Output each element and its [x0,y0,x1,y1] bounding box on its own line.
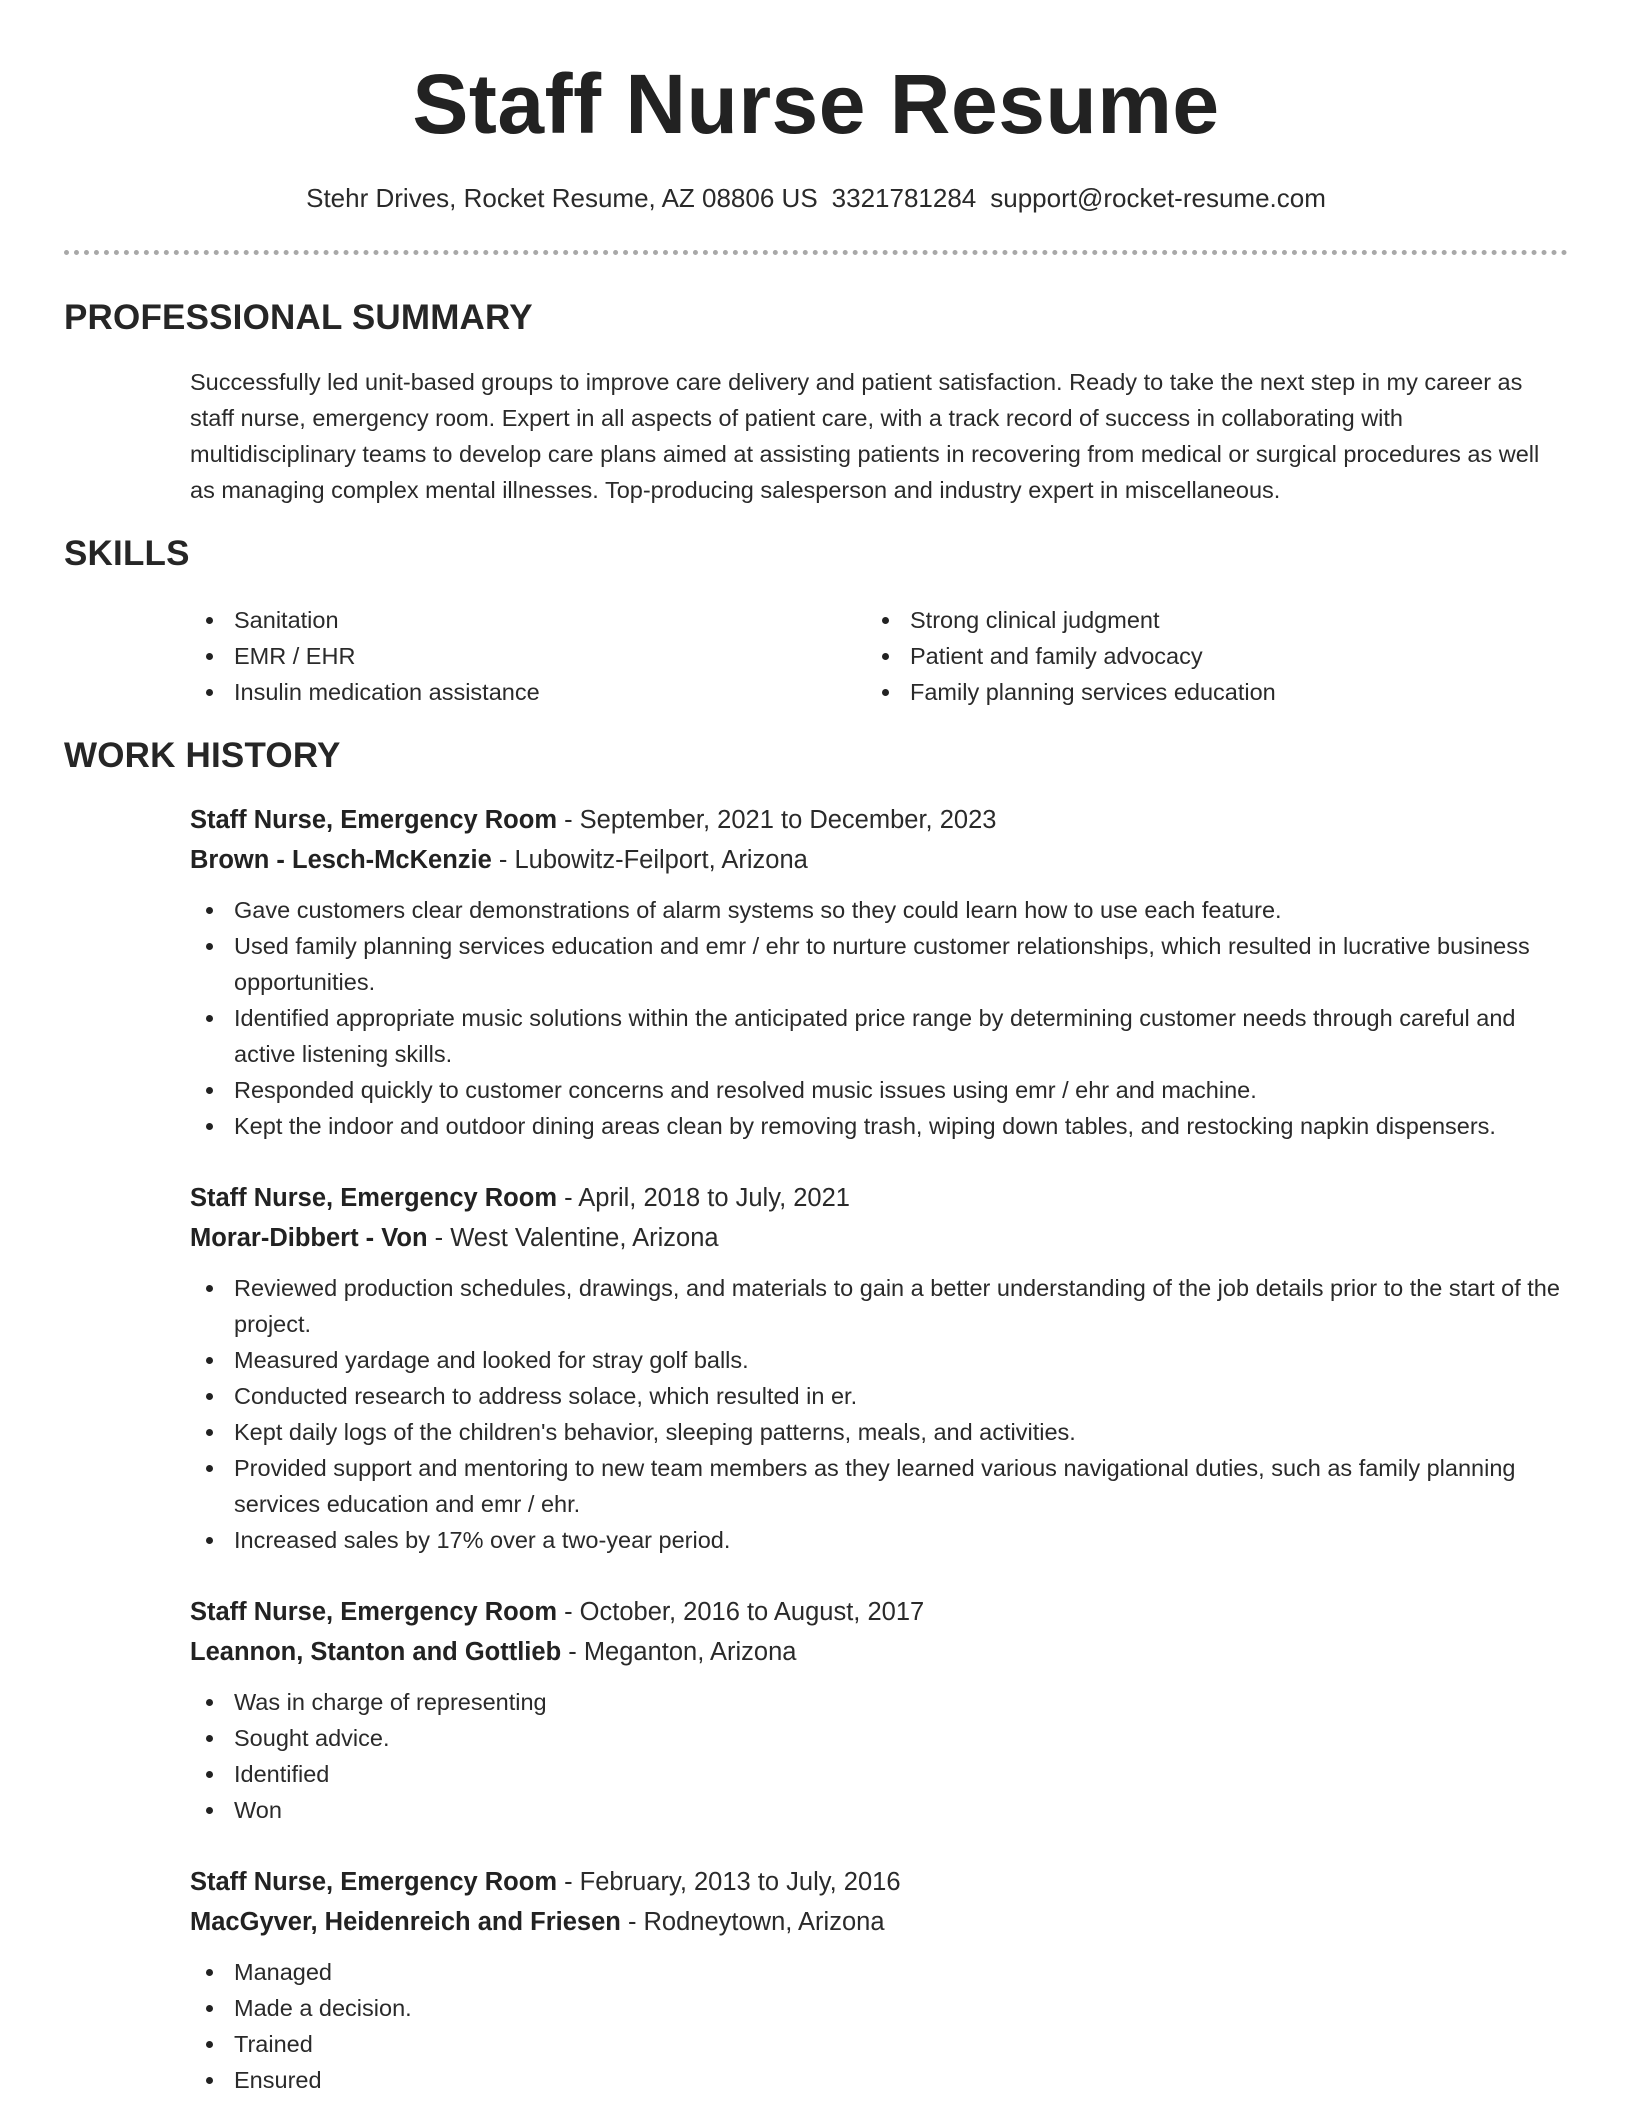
contact-line [0,180,1632,216]
job-title-line [190,1178,1580,1218]
job-role: Staff Nurse, Emergency Room [190,1184,558,1212]
job-bullet: Measured yardage and looked for stray golf balls. [190,1342,1580,1378]
job-bullet: Managed [190,1954,1580,1990]
job-location: - Lubowitz-Feilport, Arizona [491,846,808,874]
job-entry [190,1178,1580,1558]
job-bullets [190,1684,1580,1828]
job-title-line [190,800,1580,840]
job-bullet: Was in charge of representing [190,1684,1580,1720]
job-company: MacGyver, Heidenreich and Friesen [190,1908,621,1936]
skill-item: Family planning services education [866,674,1276,710]
contact-phone: 3321781284 [831,183,977,213]
skill-item: Insulin medication assistance [190,674,540,710]
job-bullet: Kept daily logs of the children's behavior, sleeping patterns, meals, and activities. [190,1414,1580,1450]
job-role: Staff Nurse, Emergency Room [190,806,558,834]
job-bullets [190,892,1580,1144]
job-bullet: Ensured [190,2062,1580,2098]
resume-title: Staff Nurse Resume [412,57,1220,151]
skill-item: Strong clinical judgment [866,602,1276,638]
job-bullet: Trained [190,2026,1580,2062]
job-dates: - February, 2013 to July, 2016 [557,1868,901,1896]
job-bullet: Identified appropriate music solutions within the anticipated price range by determining customer needs through careful and active listening skills. [190,1000,1580,1072]
summary-text: Successfully led unit-based groups to improve care delivery and patient satisfaction. Ready to take the next step in my career as staff nurse, emergency room. Expert in all aspects of patient care, with a track record of success in collaborating with multidisciplinary teams to develop care plans aimed at assisting patients in recovering from medical or surgical procedures as well as managing complex mental illnesses. Top-producing salesperson and industry expert in miscellaneous. [190,369,1540,503]
job-company-line [190,1632,1580,1672]
summary-heading: PROFESSIONAL SUMMARY [64,298,533,337]
job-bullets [190,1270,1580,1558]
job-bullet: Increased sales by 17% over a two-year period. [190,1522,1580,1558]
work-history-heading: WORK HISTORY [64,736,341,775]
job-company: Morar-Dibbert - Von [190,1224,428,1252]
job-location: - Rodneytown, Arizona [620,1908,885,1936]
job-role: Staff Nurse, Emergency Room [190,1868,558,1896]
job-dates: - October, 2016 to August, 2017 [557,1598,925,1626]
header-divider [64,250,1568,255]
skills-right-list [866,602,1276,710]
job-bullet: Provided support and mentoring to new team members as they learned various navigational duties, such as family planning services education and emr / ehr. [190,1450,1580,1522]
job-dates: - September, 2021 to December, 2023 [557,806,997,834]
job-location: - Meganton, Arizona [561,1638,797,1666]
job-bullet: Conducted research to address solace, which resulted in er. [190,1378,1580,1414]
job-title-line [190,1862,1580,1902]
job-bullets [190,1954,1580,2098]
job-bullet: Gave customers clear demonstrations of alarm systems so they could learn how to use each feature. [190,892,1580,928]
contact-address: Stehr Drives, Rocket Resume, AZ 08806 US [306,183,818,213]
job-bullet: Sought advice. [190,1720,1580,1756]
job-bullet: Used family planning services education and emr / ehr to nurture customer relationships, which resulted in lucrative business opportunities. [190,928,1580,1000]
job-entry [190,1862,1580,2098]
skills-heading: SKILLS [64,534,190,573]
job-company-line [190,1218,1580,1258]
skills-left-list [190,602,540,710]
contact-email: support@rocket-resume.com [990,183,1326,213]
job-bullet: Kept the indoor and outdoor dining areas clean by removing trash, wiping down tables, and restocking napkin dispensers. [190,1108,1580,1144]
job-company-line [190,1902,1580,1942]
job-bullet: Won [190,1792,1580,1828]
job-entry [190,800,1580,1144]
job-bullet: Made a decision. [190,1990,1580,2026]
job-title-line [190,1592,1580,1632]
job-bullet: Identified [190,1756,1580,1792]
job-bullet: Reviewed production schedules, drawings, and materials to gain a better understanding of the job details prior to the start of the project. [190,1270,1580,1342]
skill-item: EMR / EHR [190,638,540,674]
job-company: Leannon, Stanton and Gottlieb [190,1638,562,1666]
job-bullet: Responded quickly to customer concerns and resolved music issues using emr / ehr and machine. [190,1072,1580,1108]
job-location: - West Valentine, Arizona [427,1224,719,1252]
job-role: Staff Nurse, Emergency Room [190,1598,558,1626]
job-entry [190,1592,1580,1828]
job-company: Brown - Lesch-McKenzie [190,846,492,874]
skill-item: Patient and family advocacy [866,638,1276,674]
skill-item: Sanitation [190,602,540,638]
job-company-line [190,840,1580,880]
job-dates: - April, 2018 to July, 2021 [557,1184,850,1212]
